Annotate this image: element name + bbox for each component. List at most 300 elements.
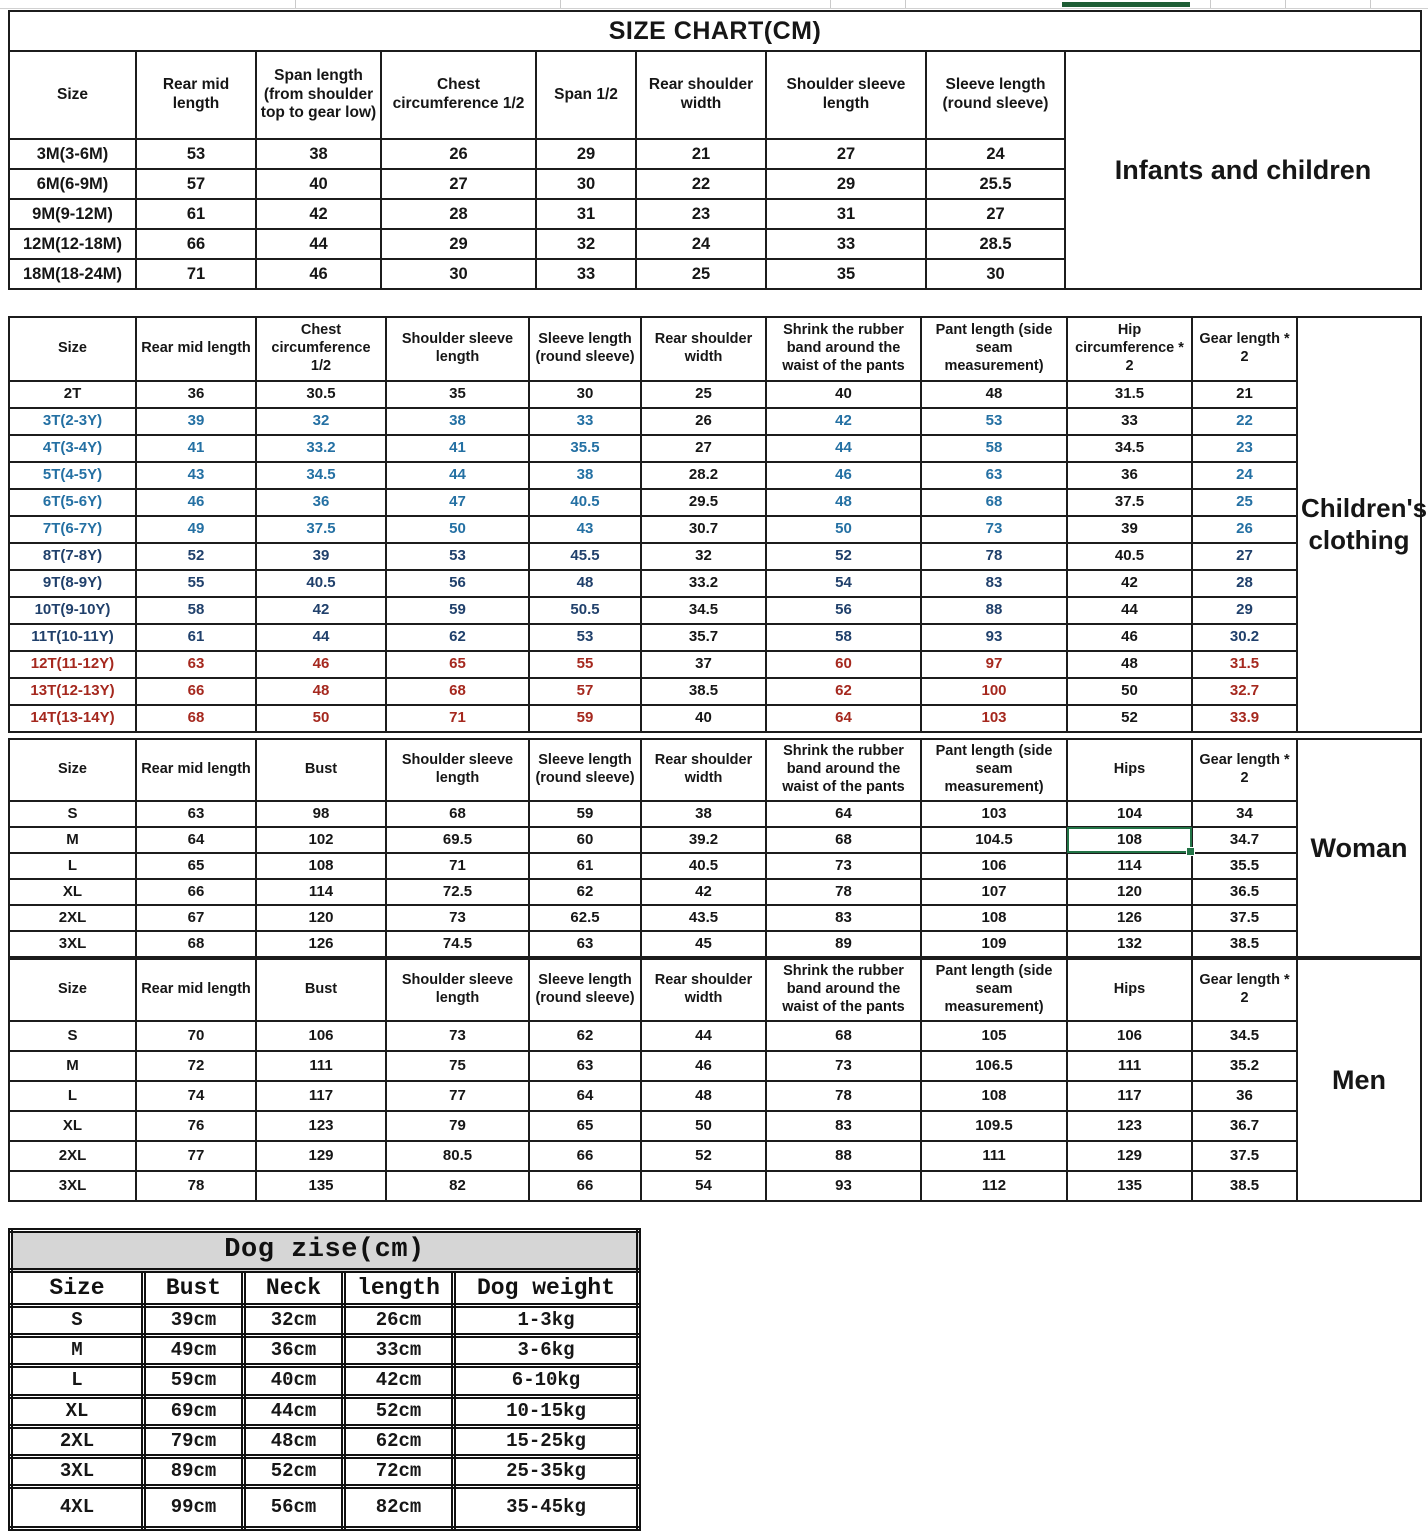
size-cell: XL (11, 1396, 144, 1426)
value-cell: 29 (766, 169, 926, 199)
value-cell: 46 (256, 259, 381, 289)
value-cell: 106 (921, 853, 1067, 879)
column-header: Bust (144, 1271, 244, 1306)
size-cell: M (9, 1051, 136, 1081)
value-cell: 44cm (244, 1396, 344, 1426)
value-cell: 30.7 (641, 516, 766, 543)
column-header: Shrink the rubber band around the waist of the pants (766, 317, 921, 381)
value-cell: 71 (386, 705, 529, 732)
value-cell: 56cm (244, 1487, 344, 1529)
column-header: Chest circumference 1/2 (381, 51, 536, 139)
value-cell: 34.7 (1192, 827, 1297, 853)
value-cell: 26cm (344, 1306, 454, 1336)
value-cell: 61 (529, 853, 641, 879)
column-header: Rear shoulder width (641, 959, 766, 1021)
value-cell: 123 (256, 1111, 386, 1141)
value-cell: 63 (136, 801, 256, 827)
value-cell: 50 (386, 516, 529, 543)
value-cell: 70 (136, 1021, 256, 1051)
value-cell: 48cm (244, 1426, 344, 1456)
value-cell: 88 (921, 597, 1067, 624)
value-cell: 75 (386, 1051, 529, 1081)
value-cell: 60 (766, 651, 921, 678)
column-header: Sleeve length (round sleeve) (529, 959, 641, 1021)
value-cell: 68 (136, 705, 256, 732)
value-cell: 106 (256, 1021, 386, 1051)
value-cell: 33cm (344, 1336, 454, 1366)
value-cell: 32cm (244, 1306, 344, 1336)
value-cell: 48 (766, 489, 921, 516)
children-size-table (8, 316, 1428, 733)
value-cell: 50 (1067, 678, 1192, 705)
size-cell: L (9, 1081, 136, 1111)
size-cell: M (11, 1336, 144, 1366)
value-cell: 93 (921, 624, 1067, 651)
value-cell: 120 (256, 905, 386, 931)
value-cell: 99cm (144, 1487, 244, 1529)
value-cell: 28 (1192, 570, 1297, 597)
value-cell: 126 (256, 931, 386, 957)
value-cell: 62 (766, 678, 921, 705)
value-cell: 106.5 (921, 1051, 1067, 1081)
value-cell: 63 (136, 651, 256, 678)
value-cell: 40cm (244, 1366, 344, 1396)
value-cell: 117 (1067, 1081, 1192, 1111)
value-cell: 53 (386, 543, 529, 570)
value-cell: 52 (136, 543, 256, 570)
value-cell: 36 (136, 381, 256, 408)
value-cell: 108 (256, 853, 386, 879)
size-cell: XL (9, 879, 136, 905)
value-cell: 83 (921, 570, 1067, 597)
value-cell: 72 (136, 1051, 256, 1081)
value-cell: 40 (766, 381, 921, 408)
value-cell: 28.5 (926, 229, 1065, 259)
size-cell: S (11, 1306, 144, 1336)
value-cell: 129 (1067, 1141, 1192, 1171)
value-cell: 48 (256, 678, 386, 705)
value-cell: 35.5 (1192, 853, 1297, 879)
size-cell: 6T(5-6Y) (9, 489, 136, 516)
column-header: Bust (256, 739, 386, 801)
value-cell: 38.5 (1192, 931, 1297, 957)
value-cell: 26 (641, 408, 766, 435)
value-cell: 39 (136, 408, 256, 435)
value-cell: 111 (921, 1141, 1067, 1171)
size-cell: 6M(6-9M) (9, 169, 136, 199)
value-cell: 66 (136, 879, 256, 905)
size-cell: L (11, 1366, 144, 1396)
column-header: Neck (244, 1271, 344, 1306)
value-cell: 40 (256, 169, 381, 199)
size-cell: 5T(4-5Y) (9, 462, 136, 489)
value-cell: 103 (921, 801, 1067, 827)
column-header: Shoulder sleeve length (766, 51, 926, 139)
column-header: Rear mid length (136, 317, 256, 381)
column-header: Pant length (side seam measurement) (921, 317, 1067, 381)
value-cell: 111 (1067, 1051, 1192, 1081)
column-header: Size (9, 51, 136, 139)
value-cell: 106 (1067, 1021, 1192, 1051)
column-header: Gear length * 2 (1192, 739, 1297, 801)
value-cell: 71 (386, 853, 529, 879)
value-cell: 76 (136, 1111, 256, 1141)
value-cell: 102 (256, 827, 386, 853)
sheet-gridline-tick (560, 0, 561, 8)
value-cell: 52 (1067, 705, 1192, 732)
value-cell: 37 (641, 651, 766, 678)
value-cell: 46 (256, 651, 386, 678)
value-cell: 64 (529, 1081, 641, 1111)
column-header: Rear shoulder width (641, 739, 766, 801)
column-header: Size (9, 317, 136, 381)
value-cell: 111 (256, 1051, 386, 1081)
value-cell: 44 (256, 229, 381, 259)
value-cell: 22 (1192, 408, 1297, 435)
value-cell: 45.5 (529, 543, 641, 570)
value-cell: 68 (766, 1021, 921, 1051)
value-cell: 62 (529, 1021, 641, 1051)
size-cell: M (9, 827, 136, 853)
column-header: Hips (1067, 739, 1192, 801)
value-cell: 40.5 (529, 489, 641, 516)
value-cell: 59 (529, 801, 641, 827)
size-cell: 12T(11-12Y) (9, 651, 136, 678)
value-cell: 126 (1067, 905, 1192, 931)
side-label: Infants and children (1065, 51, 1421, 289)
size-cell: 9M(9-12M) (9, 199, 136, 229)
column-header: Sleeve length (round sleeve) (529, 317, 641, 381)
value-cell: 27 (766, 139, 926, 169)
value-cell: 31.5 (1067, 381, 1192, 408)
value-cell: 72.5 (386, 879, 529, 905)
value-cell: 44 (386, 462, 529, 489)
value-cell: 30 (536, 169, 636, 199)
value-cell: 42 (256, 597, 386, 624)
column-header: Shrink the rubber band around the waist of the pants (766, 959, 921, 1021)
value-cell: 74 (136, 1081, 256, 1111)
size-cell: L (9, 853, 136, 879)
column-header: Hips (1067, 959, 1192, 1021)
value-cell: 38 (641, 801, 766, 827)
value-cell: 34.5 (256, 462, 386, 489)
value-cell: 59cm (144, 1366, 244, 1396)
value-cell: 35.7 (641, 624, 766, 651)
size-cell: 3XL (11, 1456, 144, 1486)
value-cell: 59 (529, 705, 641, 732)
value-cell: 61 (136, 624, 256, 651)
value-cell: 123 (1067, 1111, 1192, 1141)
value-cell: 32 (256, 408, 386, 435)
value-cell: 30.2 (1192, 624, 1297, 651)
sheet-gridline-tick (295, 0, 296, 8)
woman-size-table (8, 738, 1422, 958)
size-cell: 14T(13-14Y) (9, 705, 136, 732)
column-header: Pant length (side seam measurement) (921, 959, 1067, 1021)
value-cell: 29 (536, 139, 636, 169)
column-header: Rear mid length (136, 51, 256, 139)
value-cell: 38 (386, 408, 529, 435)
value-cell: 6-10kg (454, 1366, 639, 1396)
value-cell: 64 (136, 827, 256, 853)
value-cell: 30 (381, 259, 536, 289)
value-cell: 21 (636, 139, 766, 169)
value-cell: 135 (256, 1171, 386, 1201)
size-cell: 18M(18-24M) (9, 259, 136, 289)
value-cell: 39cm (144, 1306, 244, 1336)
value-cell: 112 (921, 1171, 1067, 1201)
value-cell: 83 (766, 905, 921, 931)
value-cell: 23 (636, 199, 766, 229)
value-cell: 89cm (144, 1456, 244, 1486)
value-cell: 103 (921, 705, 1067, 732)
value-cell: 38.5 (1192, 1171, 1297, 1201)
value-cell: 36.7 (1192, 1111, 1297, 1141)
value-cell: 48 (1067, 651, 1192, 678)
value-cell: 42 (256, 199, 381, 229)
value-cell: 42 (766, 408, 921, 435)
value-cell: 33 (766, 229, 926, 259)
value-cell: 24 (926, 139, 1065, 169)
value-cell: 66 (136, 229, 256, 259)
value-cell: 40.5 (256, 570, 386, 597)
value-cell: 49 (136, 516, 256, 543)
value-cell: 47 (386, 489, 529, 516)
value-cell: 29 (1192, 597, 1297, 624)
value-cell: 62 (386, 624, 529, 651)
value-cell: 40.5 (641, 853, 766, 879)
column-header: Chest circumference 1/2 (256, 317, 386, 381)
value-cell: 45 (641, 931, 766, 957)
value-cell: 80.5 (386, 1141, 529, 1171)
value-cell: 109 (921, 931, 1067, 957)
value-cell: 33 (536, 259, 636, 289)
value-cell: 120 (1067, 879, 1192, 905)
value-cell: 63 (529, 931, 641, 957)
sheet-gridline (0, 8, 1428, 9)
value-cell: 42cm (344, 1366, 454, 1396)
value-cell: 25 (641, 381, 766, 408)
value-cell: 27 (641, 435, 766, 462)
value-cell: 58 (136, 597, 256, 624)
value-cell: 3-6kg (454, 1336, 639, 1366)
column-header: Hip circumference * 2 (1067, 317, 1192, 381)
value-cell: 27 (926, 199, 1065, 229)
value-cell: 10-15kg (454, 1396, 639, 1426)
size-cell: 2XL (11, 1426, 144, 1456)
value-cell: 77 (386, 1081, 529, 1111)
value-cell: 114 (1067, 853, 1192, 879)
value-cell: 29 (381, 229, 536, 259)
size-cell: 3XL (9, 1171, 136, 1201)
value-cell: 52 (641, 1141, 766, 1171)
value-cell: 25-35kg (454, 1456, 639, 1486)
value-cell: 46 (1067, 624, 1192, 651)
value-cell: 78 (766, 879, 921, 905)
column-header: Gear length * 2 (1192, 959, 1297, 1021)
value-cell: 73 (766, 853, 921, 879)
column-header: Shrink the rubber band around the waist of the pants (766, 739, 921, 801)
value-cell: 48 (529, 570, 641, 597)
value-cell: 65 (386, 651, 529, 678)
value-cell: 74.5 (386, 931, 529, 957)
value-cell: 27 (381, 169, 536, 199)
value-cell: 53 (136, 139, 256, 169)
size-cell: 8T(7-8Y) (9, 543, 136, 570)
value-cell: 39 (256, 543, 386, 570)
value-cell: 33.9 (1192, 705, 1297, 732)
value-cell: 78 (136, 1171, 256, 1201)
value-cell: 109.5 (921, 1111, 1067, 1141)
value-cell: 65 (136, 853, 256, 879)
size-cell: 4XL (11, 1487, 144, 1529)
value-cell: 34.5 (1067, 435, 1192, 462)
value-cell: 31.5 (1192, 651, 1297, 678)
value-cell: 64 (766, 705, 921, 732)
value-cell: 108 (921, 905, 1067, 931)
value-cell: 50 (641, 1111, 766, 1141)
size-cell: 12M(12-18M) (9, 229, 136, 259)
value-cell: 39 (1067, 516, 1192, 543)
value-cell: 54 (641, 1171, 766, 1201)
table-title: SIZE CHART(CM) (9, 11, 1421, 51)
value-cell: 93 (766, 1171, 921, 1201)
size-cell: 11T(10-11Y) (9, 624, 136, 651)
value-cell: 77 (136, 1141, 256, 1171)
value-cell: 41 (386, 435, 529, 462)
value-cell: 66 (136, 678, 256, 705)
value-cell: 66 (529, 1171, 641, 1201)
size-cell: XL (9, 1111, 136, 1141)
sheet-gridline-tick (905, 0, 906, 8)
value-cell: 26 (381, 139, 536, 169)
value-cell: 73 (386, 1021, 529, 1051)
value-cell: 54 (766, 570, 921, 597)
value-cell: 78 (921, 543, 1067, 570)
size-cell: 10T(9-10Y) (9, 597, 136, 624)
column-header: Shoulder sleeve length (386, 739, 529, 801)
value-cell: 73 (921, 516, 1067, 543)
value-cell: 38 (529, 462, 641, 489)
value-cell: 68 (136, 931, 256, 957)
sheet-gridline-tick (1210, 0, 1211, 8)
value-cell: 67 (136, 905, 256, 931)
value-cell: 114 (256, 879, 386, 905)
value-cell: 46 (766, 462, 921, 489)
sheet-gridline-tick (1285, 0, 1286, 8)
value-cell: 43.5 (641, 905, 766, 931)
value-cell: 104 (1067, 801, 1192, 827)
selected-cell: 108 (1067, 827, 1192, 853)
column-header: Sleeve length (round sleeve) (529, 739, 641, 801)
value-cell: 135 (1067, 1171, 1192, 1201)
value-cell: 44 (641, 1021, 766, 1051)
size-cell: 7T(6-7Y) (9, 516, 136, 543)
side-label: Men (1297, 959, 1421, 1201)
value-cell: 41 (136, 435, 256, 462)
size-cell: S (9, 801, 136, 827)
value-cell: 25 (1192, 489, 1297, 516)
value-cell: 129 (256, 1141, 386, 1171)
value-cell: 57 (529, 678, 641, 705)
value-cell: 117 (256, 1081, 386, 1111)
value-cell: 108 (921, 1081, 1067, 1111)
value-cell: 33.2 (256, 435, 386, 462)
value-cell: 32 (641, 543, 766, 570)
value-cell: 60 (529, 827, 641, 853)
sheet-gridline-tick (1370, 0, 1371, 8)
value-cell: 37.5 (1192, 1141, 1297, 1171)
column-header: Dog weight (454, 1271, 639, 1306)
value-cell: 78 (766, 1081, 921, 1111)
value-cell: 48 (921, 381, 1067, 408)
column-header: Size (9, 739, 136, 801)
value-cell: 38.5 (641, 678, 766, 705)
column-header: Span length (from shoulder top to gear low) (256, 51, 381, 139)
value-cell: 42 (1067, 570, 1192, 597)
value-cell: 24 (636, 229, 766, 259)
value-cell: 34.5 (1192, 1021, 1297, 1051)
value-cell: 89 (766, 931, 921, 957)
value-cell: 26 (1192, 516, 1297, 543)
side-label: Woman (1297, 739, 1421, 957)
value-cell: 97 (921, 651, 1067, 678)
value-cell: 55 (529, 651, 641, 678)
value-cell: 69.5 (386, 827, 529, 853)
value-cell: 37.5 (1192, 905, 1297, 931)
size-cell: 13T(12-13Y) (9, 678, 136, 705)
value-cell: 37.5 (256, 516, 386, 543)
value-cell: 79cm (144, 1426, 244, 1456)
value-cell: 48 (641, 1081, 766, 1111)
value-cell: 31 (536, 199, 636, 229)
size-cell: 9T(8-9Y) (9, 570, 136, 597)
value-cell: 15-25kg (454, 1426, 639, 1456)
value-cell: 33.2 (641, 570, 766, 597)
value-cell: 43 (136, 462, 256, 489)
table-title: Dog zise(cm) (11, 1231, 639, 1271)
column-header: Bust (256, 959, 386, 1021)
value-cell: 68 (921, 489, 1067, 516)
excel-selection-indicator (1062, 2, 1190, 7)
value-cell: 46 (136, 489, 256, 516)
value-cell: 98 (256, 801, 386, 827)
value-cell: 49cm (144, 1336, 244, 1366)
value-cell: 105 (921, 1021, 1067, 1051)
column-header: Size (9, 959, 136, 1021)
column-header: Gear length * 2 (1192, 317, 1297, 381)
value-cell: 22 (636, 169, 766, 199)
value-cell: 82 (386, 1171, 529, 1201)
column-header: Sleeve length (round sleeve) (926, 51, 1065, 139)
column-header: Pant length (side seam measurement) (921, 739, 1067, 801)
value-cell: 83 (766, 1111, 921, 1141)
value-cell: 55 (136, 570, 256, 597)
size-cell: 2T (9, 381, 136, 408)
column-header: Rear mid length (136, 739, 256, 801)
men-size-table (8, 958, 1422, 1202)
column-header: Rear mid length (136, 959, 256, 1021)
value-cell: 38 (256, 139, 381, 169)
value-cell: 82cm (344, 1487, 454, 1529)
value-cell: 72cm (344, 1456, 454, 1486)
value-cell: 52cm (344, 1396, 454, 1426)
value-cell: 37.5 (1067, 489, 1192, 516)
value-cell: 30.5 (256, 381, 386, 408)
value-cell: 24 (1192, 462, 1297, 489)
value-cell: 65 (529, 1111, 641, 1141)
value-cell: 71 (136, 259, 256, 289)
